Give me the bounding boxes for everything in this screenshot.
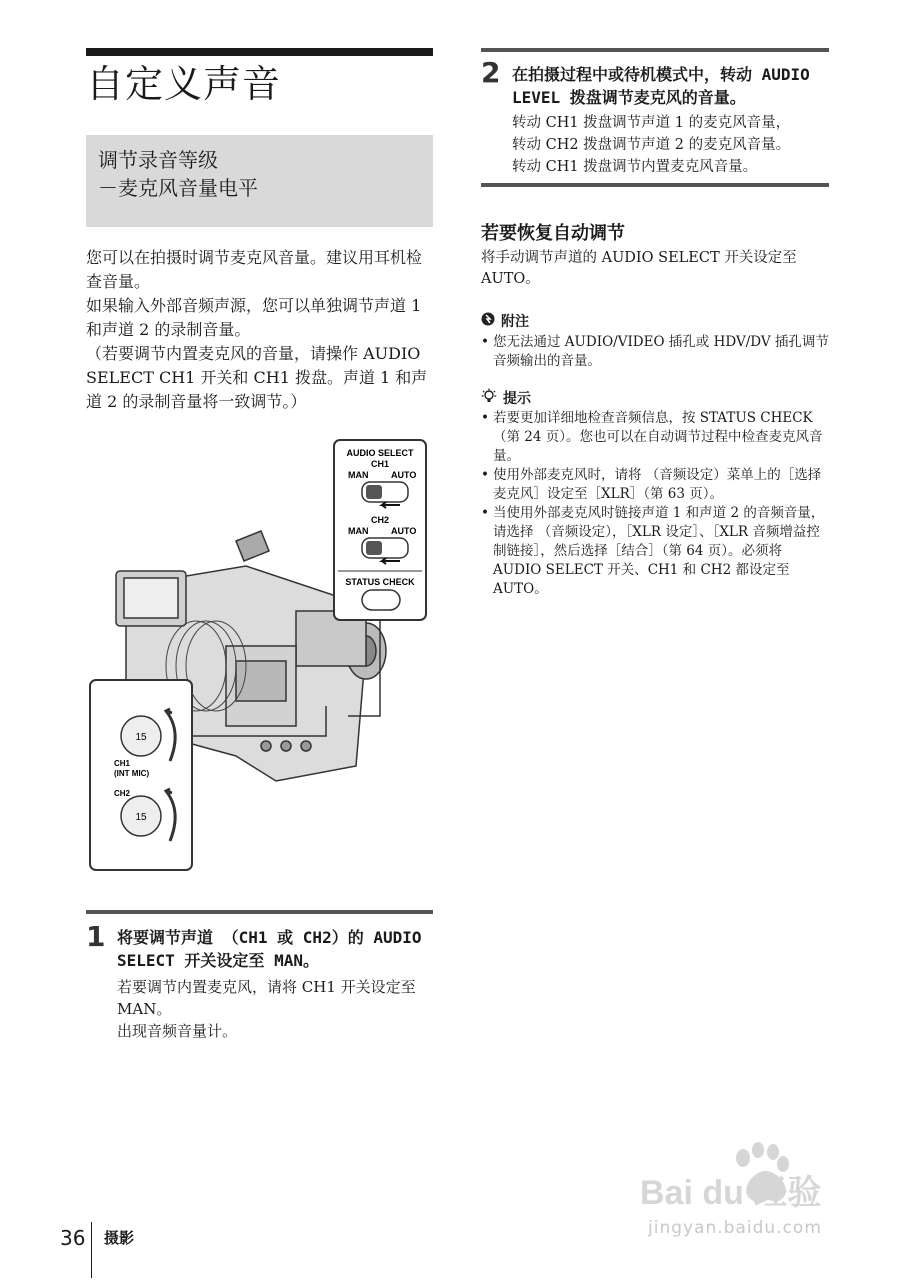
subheading-line-1: 调节录音等级 (98, 148, 218, 172)
ch1-switch-label: CH1 (370, 459, 390, 469)
restore-body: 将手动调节声道的 AUDIO SELECT 开关设定至 AUTO。 (481, 250, 797, 287)
footer-section: 摄影 (104, 1229, 135, 1247)
step1-heading: 将要调节声道 （CH1 或 CH2）的 AUDIO SELECT 开关设定至 MAN。 (117, 928, 422, 970)
step1-body (117, 976, 435, 1042)
audio-select-label: AUDIO SELECT (346, 448, 414, 458)
step1-body-line-1: 若要调节内置麦克风，请将 CH1 开关设定至 MAN。 (117, 978, 416, 1018)
step2-block (512, 63, 830, 178)
note-list (481, 333, 829, 371)
ch1-dial-label: CH1 (114, 759, 131, 768)
step2-number: 2 (481, 56, 501, 89)
note-heading (481, 312, 829, 332)
tips-heading (481, 388, 829, 410)
ch1-man-label: MAN (348, 470, 369, 480)
caution-icon (481, 312, 495, 332)
footer-divider (91, 1222, 92, 1278)
step2-heading: 在拍摄过程中或待机模式中，转动 AUDIO LEVEL 拨盘调节麦克风的音量。 (512, 65, 810, 107)
restore-heading: 若要恢复自动调节 (481, 223, 625, 244)
camcorder-illustration (86, 436, 436, 876)
step2-body (512, 112, 830, 178)
step1-block (117, 926, 435, 1042)
tip-item: • 使用外部麦克风时，请将 （音频设定）菜单上的［选择麦克风］设定至［XLR］（第 63 页）。 (481, 466, 829, 504)
tips-title: 提示 (503, 391, 531, 407)
step1-rule (86, 910, 433, 914)
ch2-man-label: MAN (348, 526, 369, 536)
intro-paragraph-3: （若要调节内置麦克风的音量，请操作 AUDIO SELECT CH1 开关和 CH1 拨盘。声道 1 和声道 2 的录制音量将一致调节。） (86, 344, 428, 411)
lightbulb-icon (481, 388, 497, 410)
ch2-switch-label: CH2 (370, 515, 390, 525)
step2-rule (481, 48, 829, 52)
intro-paragraph-1: 您可以在拍摄时调节麦克风音量。建议用耳机检查音量。 (86, 248, 423, 291)
ch2-dial-range: 15 (135, 812, 147, 823)
tip-item: • 若要更加详细地检查音频信息，按 STATUS CHECK（第 24 页）。您也可以在自动调节过程中检查麦克风音量。 (481, 409, 829, 466)
note-title: 附注 (501, 314, 529, 330)
ch1-auto-label: AUTO (391, 470, 417, 480)
step2-body-line-3: 转动 CH1 拨盘调节内置麦克风音量。 (512, 159, 758, 175)
ch1-dial-range: 15 (135, 732, 147, 743)
step2-body-line-2: 转动 CH2 拨盘调节声道 2 的麦克风音量。 (512, 137, 791, 153)
watermark-url: jingyan.baidu.com (648, 1218, 822, 1238)
int-mic-label: (INT MIC) (114, 769, 150, 778)
step1-number: 1 (86, 920, 106, 953)
ch2-auto-label: AUTO (391, 526, 417, 536)
title-rule (86, 48, 433, 56)
intro-text (86, 246, 436, 414)
step1-body-line-2: 出现音频音量计。 (117, 1022, 238, 1040)
page-title: 自定义声音 (86, 62, 282, 106)
step2-bottom-rule (481, 183, 829, 187)
subheading-line-2: －麦克风音量电平 (98, 176, 258, 200)
tips-list (481, 409, 829, 599)
intro-paragraph-2: 如果输入外部音频声源，您可以单独调节声道 1 和声道 2 的录制音量。 (86, 296, 422, 339)
status-check-button[interactable] (362, 590, 400, 610)
watermark-brand: Bai du 经验 (640, 1174, 822, 1212)
page-number: 36 (60, 1226, 86, 1250)
tip-item: • 当使用外部麦克风时链接声道 1 和声道 2 的音频音量，请选择 （音频设定），［XLR 设定］、［XLR 音频增益控制链接］，然后选择［结合］（第 64 页）。必须将 AUDIO SELECT 开关、CH1 和 CH2 都设定至 AUTO。 (481, 504, 829, 599)
step2-body-line-1: 转动 CH1 拨盘调节声道 1 的麦克风音量， (512, 115, 791, 131)
status-check-label: STATUS CHECK (345, 577, 415, 587)
note-item: • 您无法通过 AUDIO/VIDEO 插孔或 HDV/DV 插孔调节音频输出的音量。 (481, 333, 829, 371)
ch2-dial-label: CH2 (114, 789, 131, 798)
